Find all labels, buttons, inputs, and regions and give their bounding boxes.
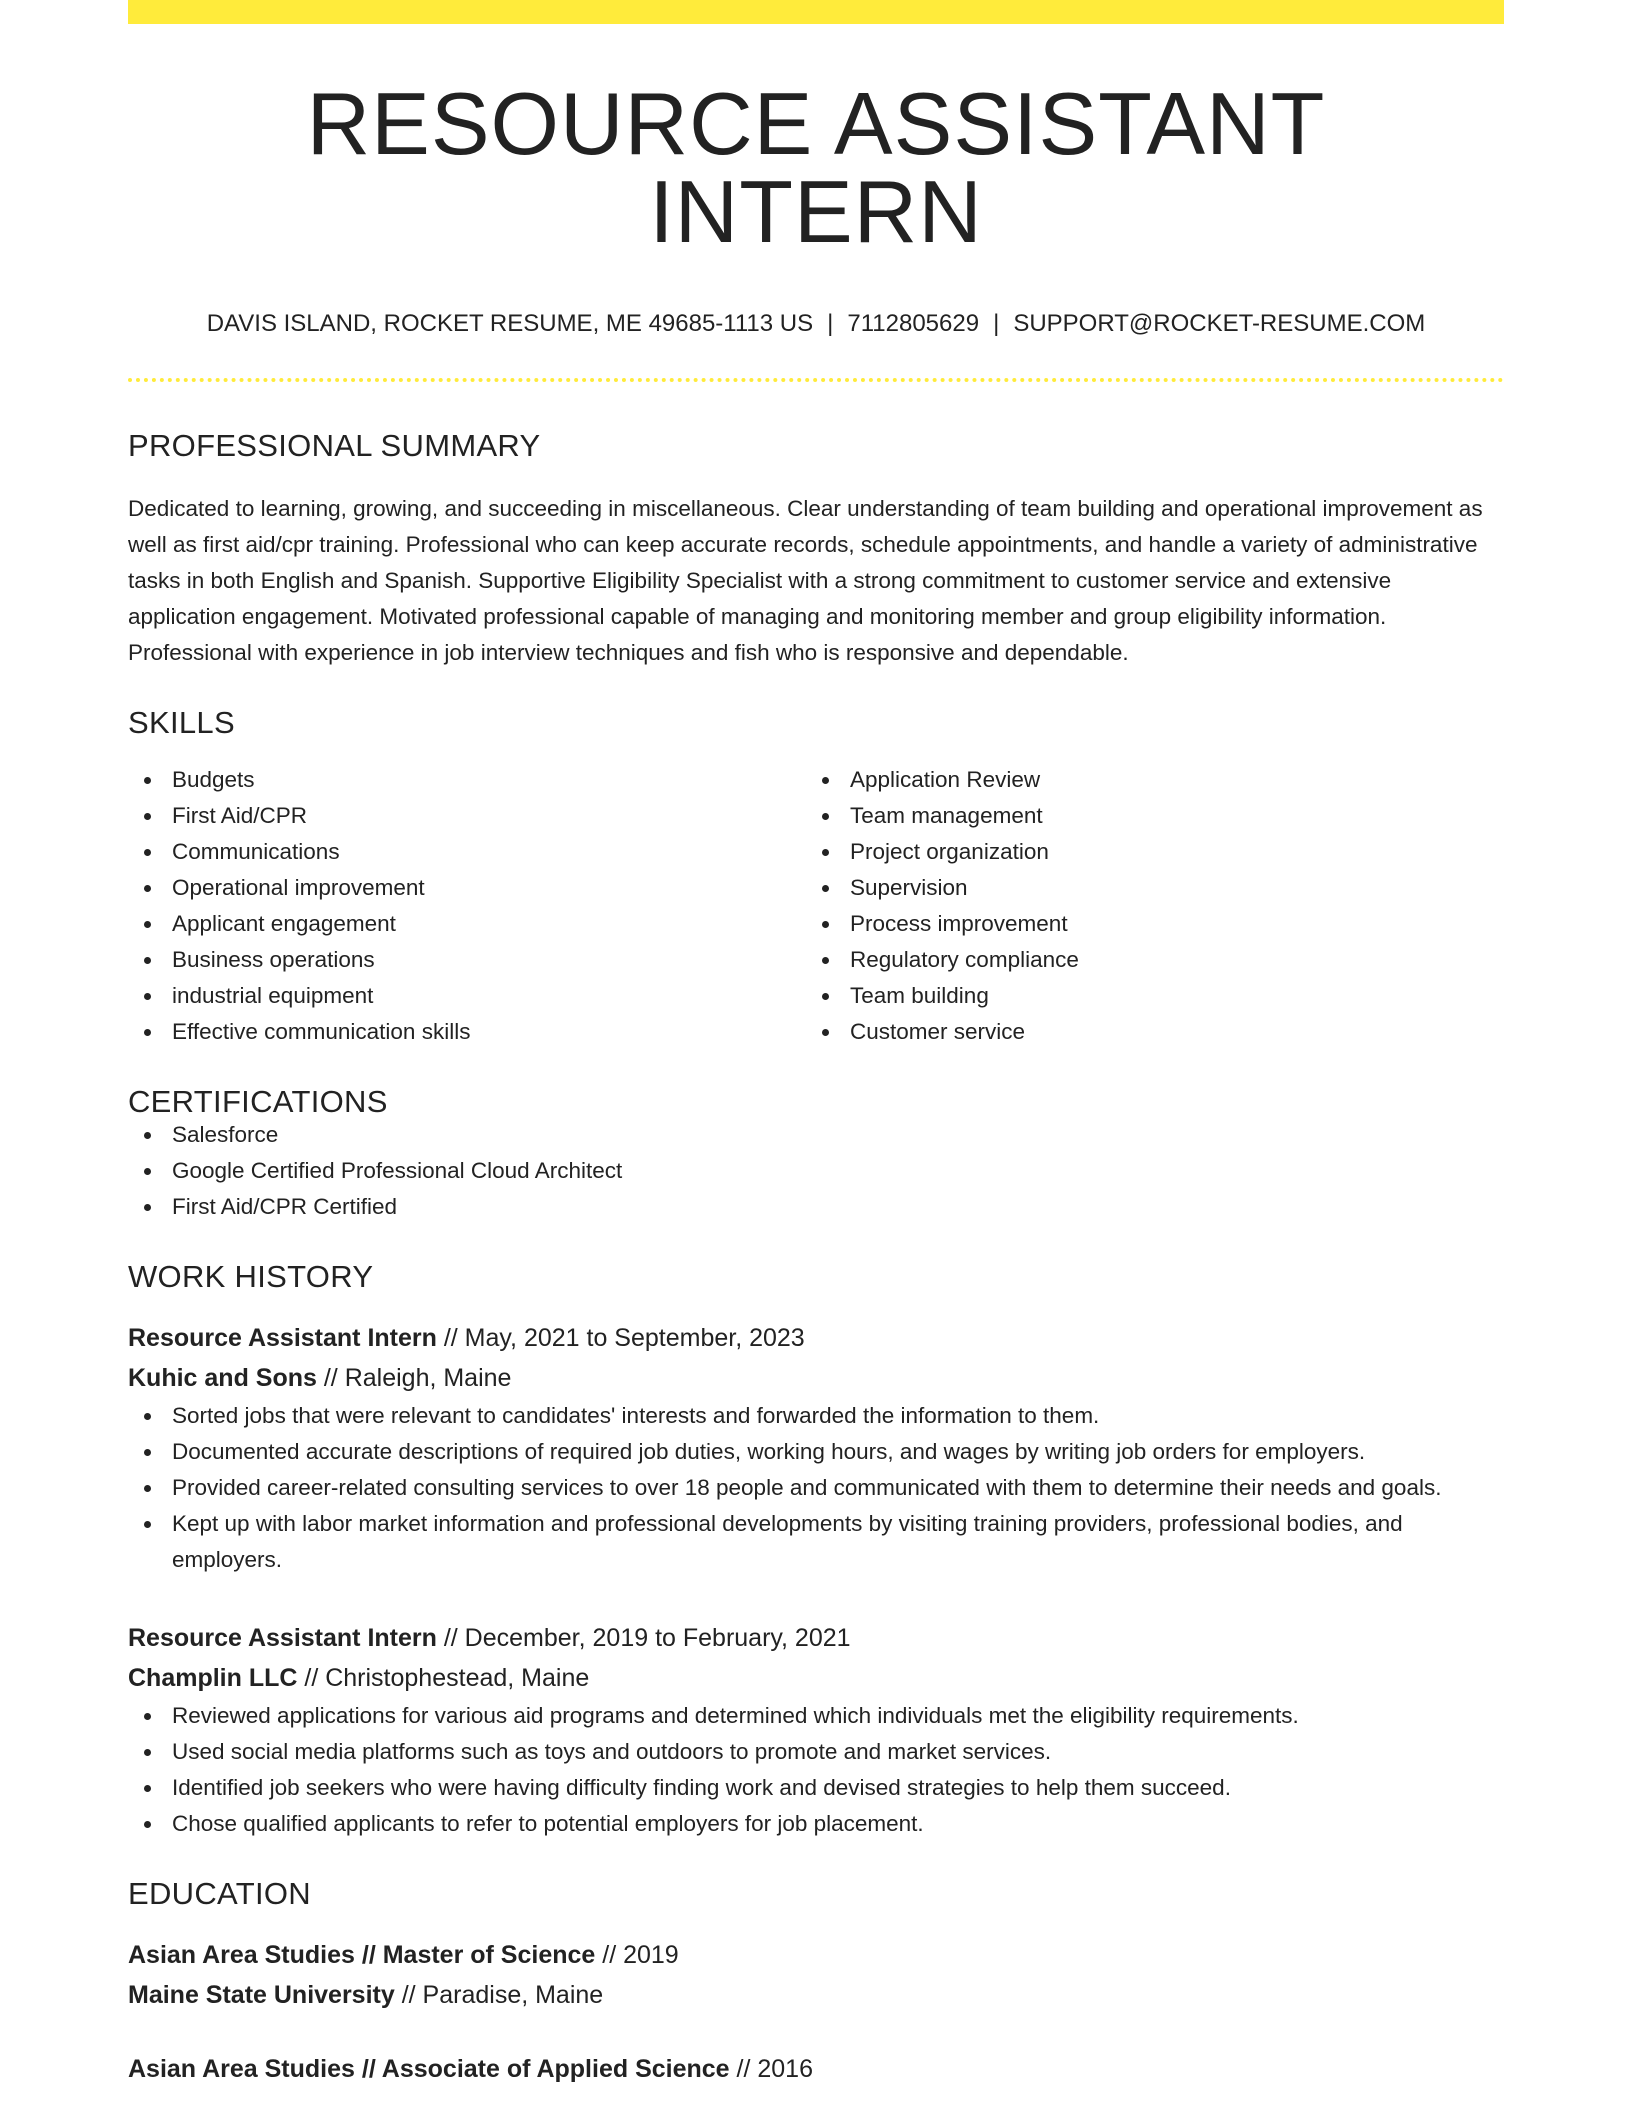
education-school: Maine State University bbox=[128, 1981, 395, 2009]
job-company: Kuhic and Sons bbox=[128, 1364, 317, 1392]
job-location: // Raleigh, Maine bbox=[316, 1364, 512, 1392]
contact-separator: | bbox=[993, 310, 1000, 337]
skill-item: Project organization bbox=[806, 834, 1484, 870]
contact-separator: | bbox=[827, 310, 834, 337]
contact-email: SUPPORT@ROCKET-RESUME.COM bbox=[1013, 310, 1426, 337]
education-degree: Asian Area Studies // Master of Science bbox=[128, 1941, 596, 1969]
job-location: // Christophestead, Maine bbox=[297, 1664, 590, 1692]
skill-item: industrial equipment bbox=[128, 978, 806, 1014]
job-bullet: Sorted jobs that were relevant to candidates' interests and forwarded the information to them. bbox=[128, 1398, 1504, 1434]
skill-item: Supervision bbox=[806, 870, 1484, 906]
education-entry bbox=[128, 2049, 1504, 2089]
skill-item: Process improvement bbox=[806, 906, 1484, 942]
skills-right-list bbox=[806, 762, 1484, 1050]
certification-item: Salesforce bbox=[128, 1117, 1504, 1153]
dotted-divider bbox=[128, 378, 1504, 382]
skill-item: Applicant engagement bbox=[128, 906, 806, 942]
education-entry bbox=[128, 1935, 1504, 2015]
job-role: Resource Assistant Intern bbox=[128, 1624, 437, 1652]
job-role-line bbox=[128, 1318, 1504, 1358]
education-year: // 2019 bbox=[595, 1941, 679, 1969]
job-bullets bbox=[128, 1698, 1504, 1842]
certifications-list bbox=[128, 1117, 1504, 1225]
skills-columns bbox=[128, 762, 1504, 1050]
job-bullet: Chose qualified applicants to refer to potential employers for job placement. bbox=[128, 1806, 1504, 1842]
skill-item: Team management bbox=[806, 798, 1484, 834]
job-dates: // May, 2021 to September, 2023 bbox=[436, 1324, 805, 1352]
education-heading: EDUCATION bbox=[128, 1876, 311, 1911]
skill-item: Regulatory compliance bbox=[806, 942, 1484, 978]
job-role-line bbox=[128, 1618, 1504, 1658]
education-year: // 2016 bbox=[729, 2055, 813, 2083]
job-company-line bbox=[128, 1658, 1504, 1698]
education-degree: Asian Area Studies // Associate of Applied Science bbox=[128, 2055, 730, 2083]
job-bullet: Documented accurate descriptions of required job duties, working hours, and wages by writing job orders for employers. bbox=[128, 1434, 1504, 1470]
skill-item: Business operations bbox=[128, 942, 806, 978]
job-entry bbox=[128, 1318, 1504, 1578]
certifications-heading: CERTIFICATIONS bbox=[128, 1084, 388, 1119]
job-bullets bbox=[128, 1398, 1504, 1578]
certification-item: First Aid/CPR Certified bbox=[128, 1189, 1504, 1225]
job-role: Resource Assistant Intern bbox=[128, 1324, 437, 1352]
resume-name: RESOURCE ASSISTANT INTERN bbox=[306, 74, 1326, 261]
skill-item: Communications bbox=[128, 834, 806, 870]
skill-item: Application Review bbox=[806, 762, 1484, 798]
job-bullet: Reviewed applications for various aid programs and determined which individuals met the eligibility requirements. bbox=[128, 1698, 1504, 1734]
job-bullet: Provided career-related consulting services to over 18 people and communicated with them to determine their needs and goals. bbox=[128, 1470, 1504, 1506]
skill-item: Operational improvement bbox=[128, 870, 806, 906]
summary-text: Dedicated to learning, growing, and succeeding in miscellaneous. Clear understanding of team building and operational improvement as well as first aid/cpr training. Professional who can keep accurate records, schedule appointments, and handle a variety of administrative tasks in both English and Spanish. Supportive Eligibility Specialist with a strong commitment to customer service and extensive application engagement. Motivated professional capable of managing and monitoring member and group eligibility information. Professional with experience in job interview techniques and fish who is responsive and dependable. bbox=[128, 496, 1483, 665]
work-history-heading: WORK HISTORY bbox=[128, 1259, 374, 1294]
job-entry bbox=[128, 1618, 1504, 1842]
job-dates: // December, 2019 to February, 2021 bbox=[436, 1624, 851, 1652]
contact-line bbox=[128, 312, 1504, 336]
job-bullet: Used social media platforms such as toys and outdoors to promote and market services. bbox=[128, 1734, 1504, 1770]
education-degree-line bbox=[128, 2049, 1504, 2089]
contact-phone: 7112805629 bbox=[847, 310, 980, 337]
skill-item: Budgets bbox=[128, 762, 806, 798]
skill-item: Customer service bbox=[806, 1014, 1484, 1050]
job-bullet: Kept up with labor market information and professional developments by visiting training providers, professional bodies, and employers. bbox=[128, 1506, 1504, 1578]
education-school-line bbox=[128, 1975, 1504, 2015]
skills-left-list bbox=[128, 762, 806, 1050]
skill-item: Team building bbox=[806, 978, 1484, 1014]
education-degree-line bbox=[128, 1935, 1504, 1975]
certification-item: Google Certified Professional Cloud Architect bbox=[128, 1153, 1504, 1189]
skills-heading: SKILLS bbox=[128, 705, 235, 740]
job-company: Champlin LLC bbox=[128, 1664, 298, 1692]
contact-address: DAVIS ISLAND, ROCKET RESUME, ME 49685-1113 US bbox=[206, 310, 814, 337]
job-bullet: Identified job seekers who were having difficulty finding work and devised strategies to help them succeed. bbox=[128, 1770, 1504, 1806]
job-company-line bbox=[128, 1358, 1504, 1398]
accent-top-bar bbox=[128, 0, 1504, 24]
skill-item: Effective communication skills bbox=[128, 1014, 806, 1050]
skill-item: First Aid/CPR bbox=[128, 798, 806, 834]
education-location: // Paradise, Maine bbox=[394, 1981, 604, 2009]
resume-page bbox=[128, 0, 1504, 2089]
summary-heading: PROFESSIONAL SUMMARY bbox=[128, 428, 541, 463]
